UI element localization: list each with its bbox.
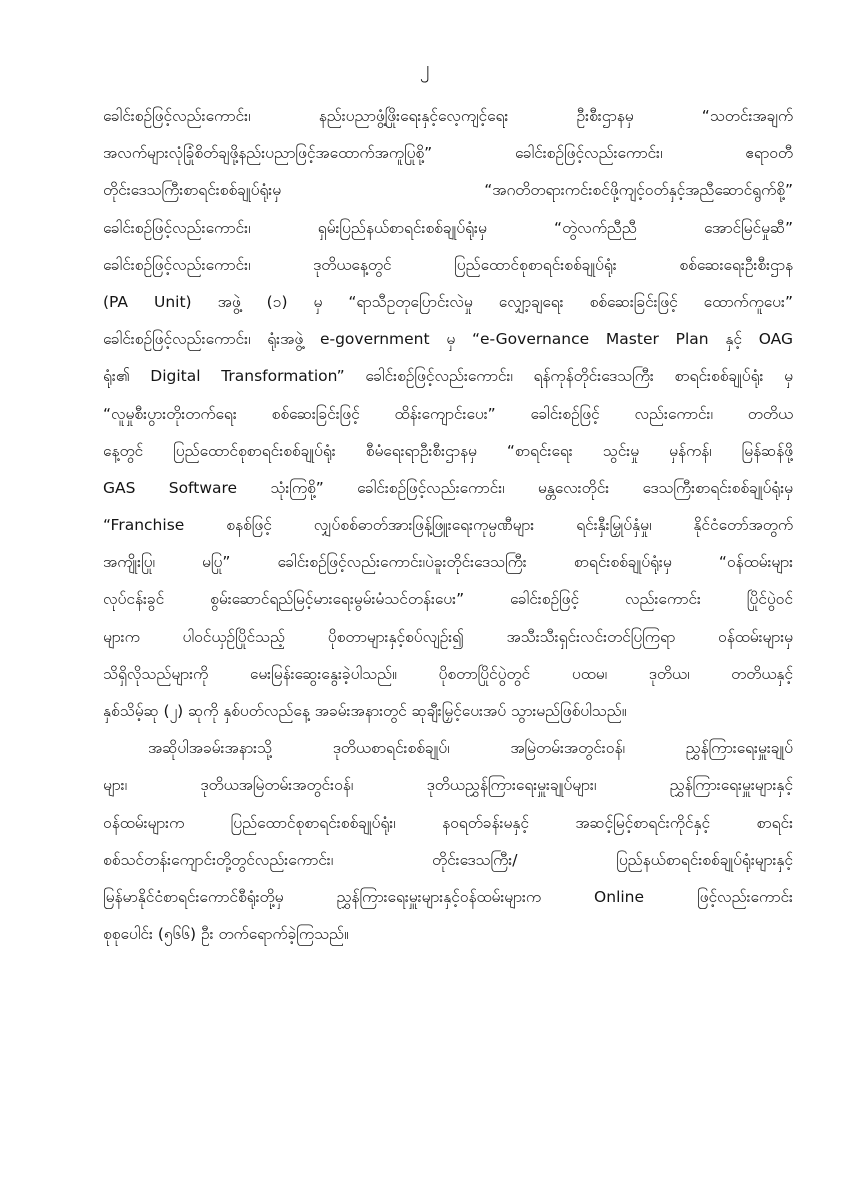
text-line: ခေါင်းစဉ်ဖြင့်လည်းကောင်း၊ ရှမ်းပြည်နယ်စာရင်းစစ်ချုပ်ရုံးမှ “တွဲလက်ညီညီ အောင်မြင်မှုဆီ” [103,218,793,237]
text-line: အဆိုပါအခမ်းအနားသို့ ဒုတိယစာရင်းစစ်ချုပ်၊ အမြဲတမ်းအတွင်းဝန်၊ ညွှန်ကြားရေးမှူးချုပ် [148,739,793,758]
text-line: စစ်သင်တန်းကျောင်းတို့တွင်လည်းကောင်း၊ တိုင်းဒေသကြီး/ ပြည်နယ်စာရင်းစစ်ချုပ်ရုံးများနှင့် [103,850,793,869]
text-line: မြန်မာနိုင်ငံစာရင်းကောင်စီရုံးတို့မှ ညွှန်ကြားရေးမှူးများနှင့်ဝန်ထမ်းများက Online ဖြင့်လည်းကောင်း [103,887,793,906]
paragraph-2 [103,730,793,953]
text-line: လုပ်ငန်းခွင် စွမ်းဆောင်ရည်မြင့်မားရေးမွမ်းမံသင်တန်းပေး” ခေါင်းစဉ်ဖြင့် လည်းကောင်း ပြိုင်ပွဲဝင် [103,590,793,609]
text-line: ရုံး၏ Digital Transformation” ခေါင်းစဉ်ဖြင့်လည်းကောင်း၊ ရန်ကုန်တိုင်းဒေသကြီး စာရင်းစစ်ချုပ်ရုံး မှ [103,367,793,386]
text-line: ခေါင်းစဉ်ဖြင့်လည်းကောင်း၊ ရုံးအဖွဲ့ e-government မှ “e-Governance Master Plan နှင့် OAG [103,330,793,349]
text-line: ဝန်ထမ်းများက ပြည်ထောင်စုစာရင်းစစ်ချုပ်ရုံး၊ နဝရတ်ခန်းမနှင့် အဆင့်မြင့်စာရင်းကိုင်နှင့် စာရင်း [103,813,793,832]
text-line: GAS Software သုံးကြစို့” ခေါင်းစဉ်ဖြင့်လည်းကောင်း၊ မန္တလေးတိုင်း ဒေသကြီးစာရင်းစစ်ချုပ်ရုံးမှ [103,478,793,497]
body-text [103,98,793,953]
text-line: စုစုပေါင်း (၅၆၆) ဦး တက်ရောက်ခဲ့ကြသည်။ [103,925,349,944]
text-line: တိုင်းဒေသကြီးစာရင်းစစ်ချုပ်ရုံးမှ “အဂတိတရားကင်းစင်ဖို့ကျင့်ဝတ်နှင့်အညီဆောင်ရွက်စို့” [103,181,793,200]
text-line: များ၊ ဒုတိယအမြဲတမ်းအတွင်းဝန်၊ ဒုတိယညွှန်ကြားရေးမှူးချုပ်များ၊ ညွှန်ကြားရေးမှူးများနှင့် [103,776,793,795]
text-line: “Franchise စနစ်ဖြင့် လျှပ်စစ်ဓာတ်အားဖြန့်ဖြူးရေးကုမ္ပဏီများ ရင်းနှီးမြှုပ်နှံမှု၊ နိုင်ငံတော်အတွက် [103,516,793,535]
text-line: အလက်များလုံခြုံစိတ်ချဖို့နည်းပညာဖြင့်အထောက်အကူပြုစို့” ခေါင်းစဉ်ဖြင့်လည်းကောင်း၊ ဧရာဝတီ [103,144,793,163]
text-line: အကျိုးပြု၊ မပြု” ခေါင်းစဉ်ဖြင့်လည်းကောင်း၊ပဲခူးတိုင်းဒေသကြီး စာရင်းစစ်ချုပ်ရုံးမှ “ဝန်ထမ်းများ [103,553,793,572]
text-line: “လူမှုစီးပွားတိုးတက်ရေး စစ်ဆေးခြင်းဖြင့် ထိန်းကျောင်းပေး” ခေါင်းစဉ်ဖြင့် လည်းကောင်း၊ တတိယ [103,404,793,423]
page-number: ၂ [419,57,430,79]
text-line: များက ပါဝင်ယှဉ်ပြိုင်သည့် ပိုစတာများနှင့်စပ်လျဉ်း၍ အသီးသီးရှင်းလင်းတင်ပြကြရာ ဝန်ထမ်းများမှ [103,627,793,646]
text-line: သိရှိလိုသည်များကို မေးမြန်းဆွေးနွေးခဲ့ပါသည်။ ပိုစတာပြိုင်ပွဲတွင် ပထမ၊ ဒုတိယ၊ တတိယနှင့် [103,664,793,683]
text-line: နေ့တွင် ပြည်ထောင်စုစာရင်းစစ်ချုပ်ရုံး စီမံရေးရာဦးစီးဌာနမှ “စာရင်းရေး သွင်းမှု မှန်ကန်၊ မြန်ဆန်ဖို့ [103,441,793,460]
text-line: ခေါင်းစဉ်ဖြင့်လည်းကောင်း၊ ဒုတိယနေ့တွင် ပြည်ထောင်စုစာရင်းစစ်ချုပ်ရုံး စစ်ဆေးရေးဦးစီးဌာန [103,255,793,274]
text-line: (PA Unit) အဖွဲ့ (၁) မှ “ရာသီဥတုပြောင်းလဲမှု လျှော့ချရေး စစ်ဆေးခြင်းဖြင့် ထောက်ကူပေး” [103,292,793,311]
paragraph-1 [103,98,793,730]
text-line: နှစ်သိမ့်ဆု (၂) ဆုကို နှစ်ပတ်လည်နေ့ အခမ်းအနားတွင် ဆုချီးမြှင့်ပေးအပ် သွားမည်ဖြစ်ပါသည်။ [103,702,627,720]
text-line: ခေါင်းစဉ်ဖြင့်လည်းကောင်း၊ နည်းပညာဖွံ့ဖြိုးရေးနှင့်လေ့ကျင့်ရေး ဦးစီးဌာနမှ “သတင်းအချက် [103,107,793,125]
